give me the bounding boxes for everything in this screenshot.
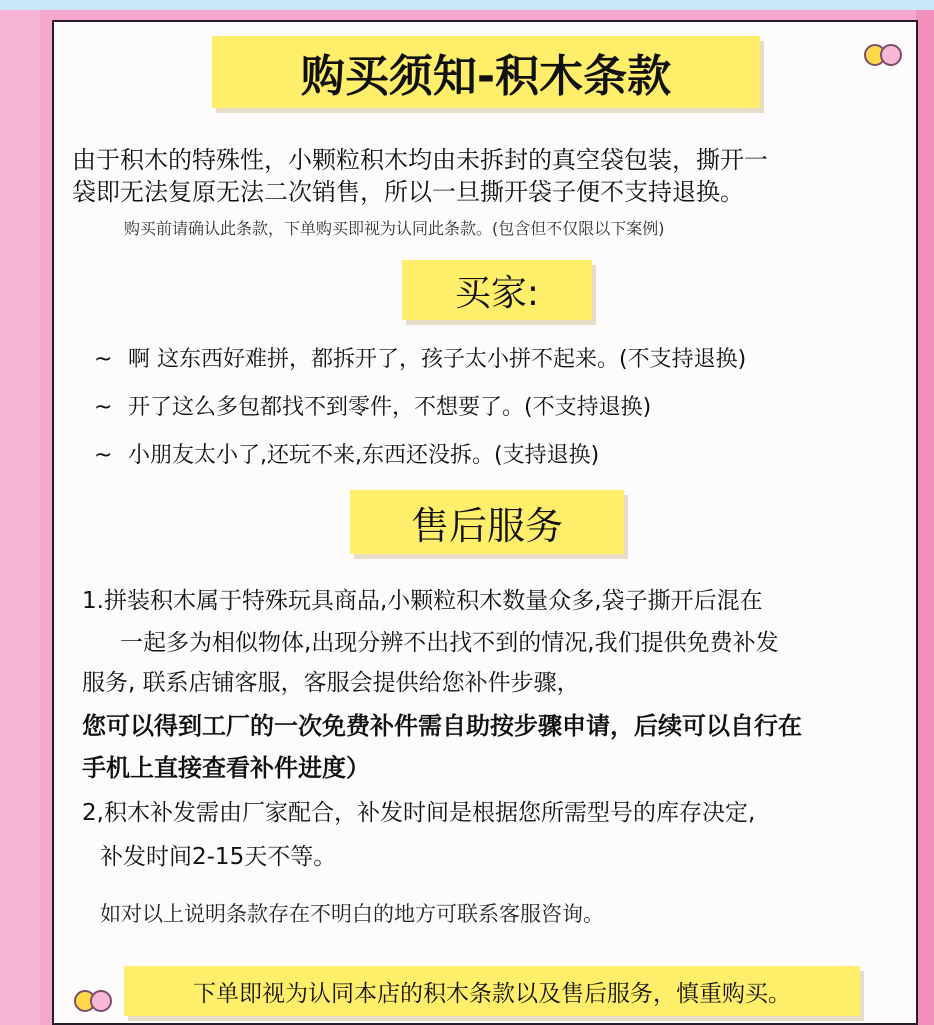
service-line-2: 一起多为相似物体,出现分辨不出找不到的情况,我们提供免费补发 xyxy=(120,630,779,656)
background-stripe-top xyxy=(0,0,934,10)
list-item-text: 啊 这东西好难拼，都拆开了，孩子太小拼不起来。(不支持退换) xyxy=(128,347,747,372)
intro-line-2: 袋即无法复原无法二次销售，所以一旦撕开袋子便不支持退换。 xyxy=(72,178,744,206)
tilde-bullet-icon: ~ xyxy=(94,443,113,468)
list-item xyxy=(94,438,746,486)
decorative-circles-icon xyxy=(864,44,902,66)
buyer-cases-list xyxy=(94,342,746,486)
background-stripe-left xyxy=(0,0,40,1025)
service-line-4: 您可以得到工厂的一次免费补件需自助按步骤申请，后续可以自行在 xyxy=(82,712,802,740)
service-line-7: 补发时间2-15天不等。 xyxy=(100,844,337,870)
list-item-text: 小朋友太小了,还玩不来,东西还没拆。(支持退换) xyxy=(128,443,600,468)
buyer-heading: 买家: xyxy=(402,260,592,320)
list-item xyxy=(94,342,746,390)
service-line-5: 手机上直接查看补件进度） xyxy=(82,754,370,782)
notice-card xyxy=(52,20,918,1025)
background-stripe-right xyxy=(916,0,934,1025)
list-item xyxy=(94,390,746,438)
service-line-6: 2,积木补发需由厂家配合，补发时间是根据您所需型号的库存决定, xyxy=(82,800,756,826)
decorative-circles-icon xyxy=(74,990,112,1012)
contact-note: 如对以上说明条款存在不明白的地方可联系客服咨询。 xyxy=(100,902,604,926)
service-line-3: 服务, 联系店铺客服，客服会提供给您补件步骤， xyxy=(82,670,580,696)
after-sales-heading: 售后服务 xyxy=(350,490,624,554)
terms-note: 购买前请确认此条款，下单购买即视为认同此条款。(包含但不仅限以下案例) xyxy=(124,219,665,238)
list-item-text: 开了这么多包都找不到零件，不想要了。(不支持退换) xyxy=(128,395,652,420)
page-title: 购买须知-积木条款 xyxy=(212,36,760,108)
tilde-bullet-icon: ~ xyxy=(94,395,113,420)
intro-line-1: 由于积木的特殊性，小颗粒积木均由未拆封的真空袋包装，撕开一 xyxy=(72,146,768,174)
tilde-bullet-icon: ~ xyxy=(94,347,113,372)
service-line-1: 1.拼装积木属于特殊玩具商品,小颗粒积木数量众多,袋子撕开后混在 xyxy=(82,588,763,614)
footer-notice: 下单即视为认同本店的积木条款以及售后服务，慎重购买。 xyxy=(124,966,860,1016)
